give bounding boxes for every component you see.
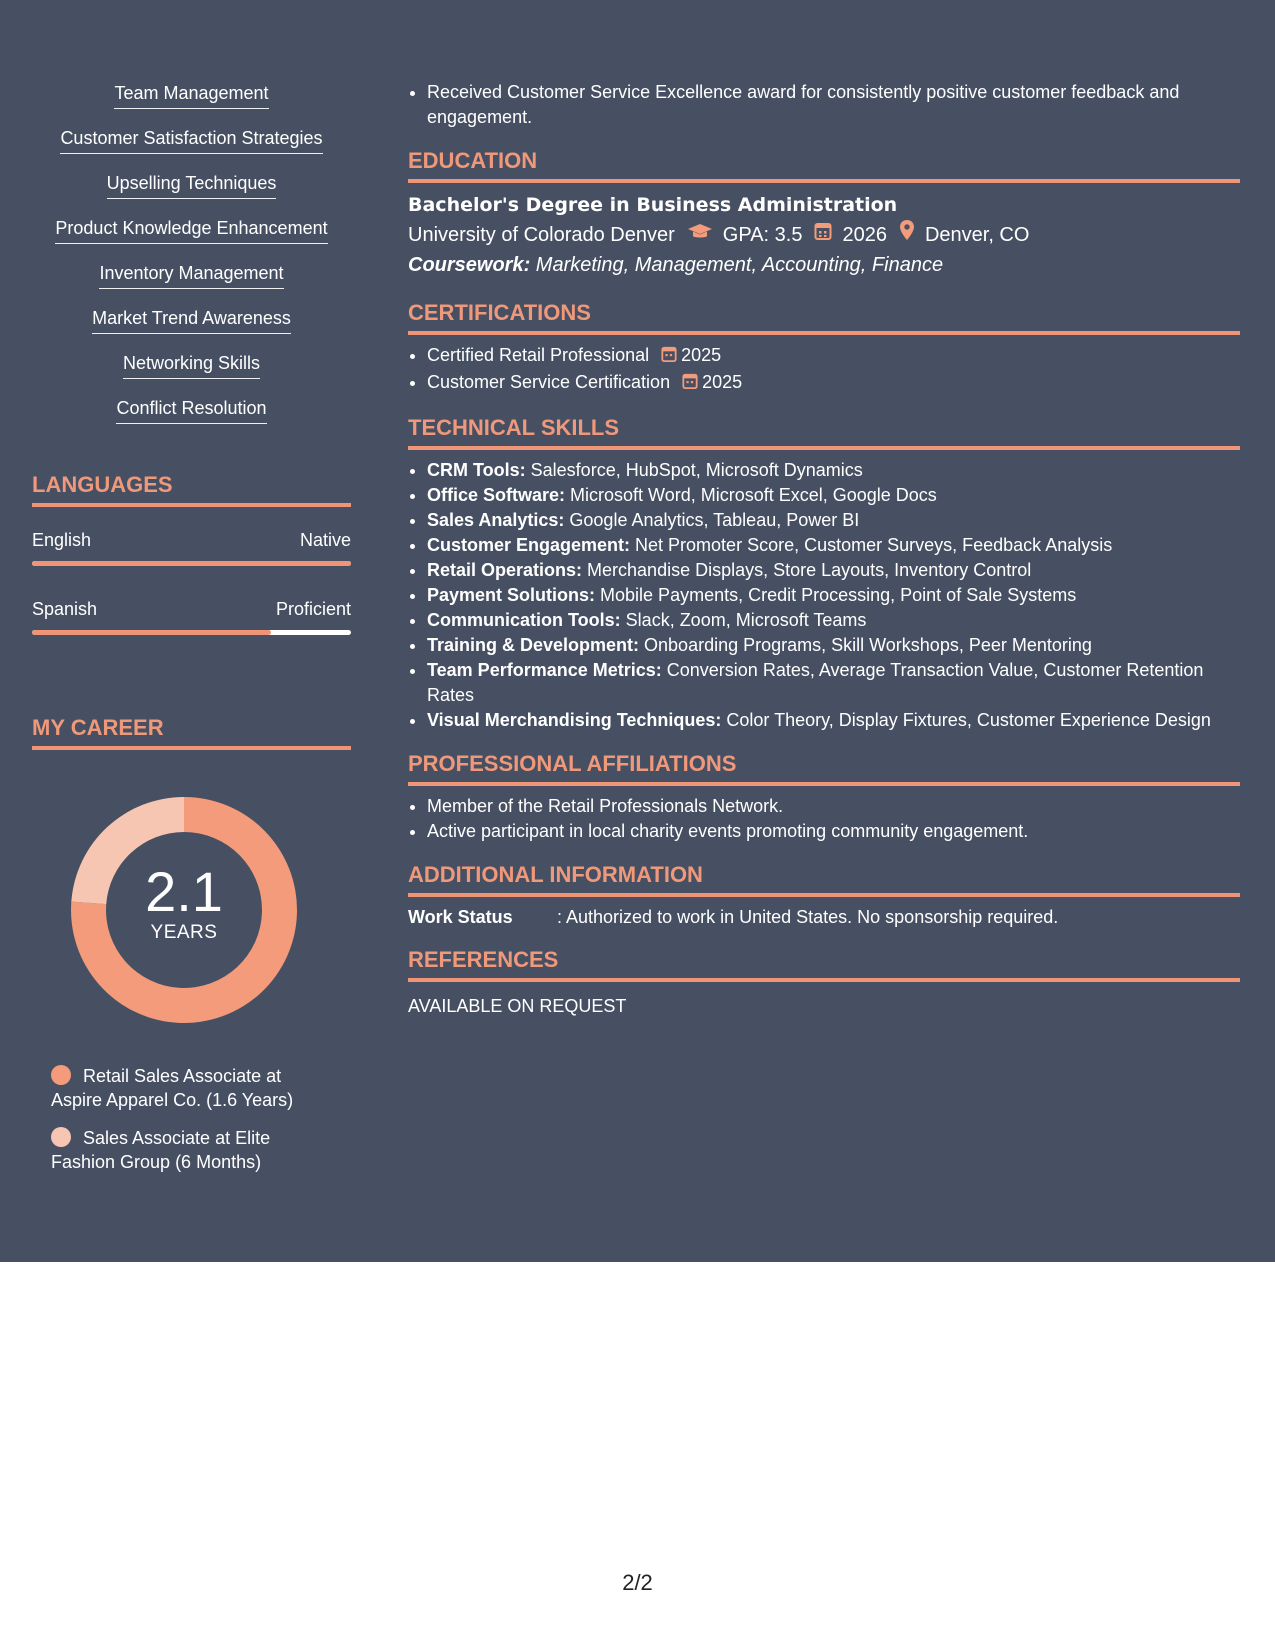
school-name: University of Colorado Denver — [408, 223, 675, 246]
page-number: 2/2 — [622, 1570, 653, 1595]
list-item — [427, 633, 1240, 658]
list-item — [427, 508, 1240, 533]
skill-values: Net Promoter Score, Customer Surveys, Feedback Analysis — [630, 535, 1113, 555]
skill-tag: Inventory Management — [99, 262, 283, 289]
certifications-section — [408, 300, 1240, 397]
additional-info-heading: ADDITIONAL INFORMATION — [408, 862, 1240, 897]
career-total: 2.1 — [145, 860, 223, 923]
list-item — [32, 262, 351, 307]
list-item — [427, 533, 1240, 558]
technical-skills-section — [408, 415, 1240, 733]
list-item — [427, 370, 1240, 397]
main-column — [408, 80, 1240, 1018]
career-unit: YEARS — [150, 922, 218, 943]
list-item: • Member of the Retail Professionals Network. — [427, 794, 1240, 819]
list-item — [32, 352, 351, 397]
legend-item — [51, 1064, 321, 1112]
list-item — [427, 458, 1240, 483]
list-item — [32, 127, 351, 172]
technical-skills-heading: TECHNICAL SKILLS — [408, 415, 1240, 450]
list-item: • Active participant in local charity events promoting community engagement. — [427, 819, 1240, 844]
skills-list — [32, 82, 351, 442]
calendar-icon — [814, 220, 832, 250]
list-item — [427, 708, 1240, 733]
language-bar — [32, 561, 351, 566]
legend-item — [51, 1126, 321, 1174]
skill-category: Customer Engagement: — [427, 535, 631, 555]
work-status-label: Work Status — [408, 907, 513, 927]
references-section — [408, 947, 1240, 1018]
affiliations-heading: PROFESSIONAL AFFILIATIONS — [408, 751, 1240, 786]
list-item — [32, 172, 351, 217]
skill-values: Color Theory, Display Fixtures, Customer Experience Design — [721, 710, 1211, 730]
skill-values: Onboarding Programs, Skill Workshops, Peer Mentoring — [639, 635, 1092, 655]
graduation-cap-icon — [687, 220, 713, 250]
list-item — [427, 608, 1240, 633]
language-name: Spanish — [32, 599, 98, 619]
skill-values: Salesforce, HubSpot, Microsoft Dynamics — [525, 460, 863, 480]
skill-tag: Market Trend Awareness — [92, 307, 291, 334]
technical-skills-list — [408, 458, 1240, 733]
list-item: • Received Customer Service Excellence award for consistently positive customer feedback and engagement. — [427, 80, 1240, 130]
calendar-icon — [661, 345, 677, 370]
skill-category: Retail Operations: — [427, 560, 583, 580]
list-item — [427, 343, 1240, 370]
skill-tag: Product Knowledge Enhancement — [55, 217, 327, 244]
coursework-label: Coursework: — [408, 254, 531, 276]
career-heading: MY CAREER — [32, 715, 351, 750]
affiliations-list — [408, 794, 1240, 844]
language-level: Proficient — [275, 599, 351, 619]
certifications-heading: CERTIFICATIONS — [408, 300, 1240, 335]
legend-dot-icon — [51, 1127, 71, 1147]
work-status-value: : Authorized to work in United States. No sponsorship required. — [557, 907, 1059, 927]
list-item — [427, 583, 1240, 608]
list-item — [32, 82, 351, 127]
list-item — [32, 217, 351, 262]
skill-values: Conversion Rates, Average Transaction Value, Customer Retention Rates — [427, 660, 1204, 705]
skill-values: Slack, Zoom, Microsoft Teams — [620, 610, 867, 630]
career-donut — [64, 790, 304, 1030]
skill-tag: Customer Satisfaction Strategies — [60, 127, 322, 154]
skill-tag: Networking Skills — [123, 352, 260, 379]
skill-values: Google Analytics, Tableau, Power BI — [564, 510, 860, 530]
list-item — [427, 483, 1240, 508]
certification-year: 2025 — [681, 345, 722, 365]
skill-category: Team Performance Metrics: — [427, 660, 662, 680]
list-item — [427, 558, 1240, 583]
legend-dot-icon — [51, 1065, 71, 1085]
career-legend — [51, 1064, 321, 1174]
education-section — [408, 148, 1240, 280]
skill-category: Training & Development: — [427, 635, 640, 655]
certification-name: Certified Retail Professional — [427, 345, 650, 365]
gpa: GPA: 3.5 — [722, 223, 803, 246]
list-item — [427, 658, 1240, 708]
experience-bullets — [408, 80, 1240, 130]
references-heading: REFERENCES — [408, 947, 1240, 982]
additional-info-section — [408, 862, 1240, 929]
language-bar — [32, 630, 351, 635]
language-level: Native — [299, 530, 351, 550]
certification-name: Customer Service Certification — [427, 372, 671, 392]
education-heading: EDUCATION — [408, 148, 1240, 183]
skill-category: Sales Analytics: — [427, 510, 565, 530]
calendar-icon — [682, 372, 698, 397]
skill-category: Communication Tools: — [427, 610, 621, 630]
skill-tag: Team Management — [114, 82, 268, 109]
skill-values: Merchandise Displays, Store Layouts, Inventory Control — [582, 560, 1032, 580]
sidebar — [32, 82, 351, 1188]
location-pin-icon — [899, 219, 915, 250]
language-english — [32, 529, 351, 566]
certification-year: 2025 — [702, 372, 743, 392]
work-status — [408, 905, 1240, 929]
list-item — [32, 397, 351, 442]
language-name: English — [32, 530, 92, 550]
affiliations-section — [408, 751, 1240, 844]
language-bar-fill — [32, 561, 351, 566]
skill-category: Visual Merchandising Techniques: — [427, 710, 722, 730]
certifications-list — [408, 343, 1240, 397]
skill-tag: Conflict Resolution — [116, 397, 266, 424]
languages-heading: LANGUAGES — [32, 472, 351, 507]
degree-title: Bachelor's Degree in Business Administration — [408, 194, 898, 216]
skill-category: Office Software: — [427, 485, 566, 505]
school-location: Denver, CO — [924, 223, 1030, 246]
legend-label: Sales Associate at Elite Fashion Group (6 Months) — [51, 1128, 271, 1172]
language-bar-fill — [32, 630, 271, 635]
legend-label: Retail Sales Associate at Aspire Apparel Co. (1.6 Years) — [51, 1066, 294, 1110]
skill-category: Payment Solutions: — [427, 585, 596, 605]
skill-values: Mobile Payments, Credit Processing, Point of Sale Systems — [595, 585, 1077, 605]
coursework-list: Marketing, Management, Accounting, Finance — [530, 254, 944, 276]
list-item — [32, 307, 351, 352]
language-spanish — [32, 598, 351, 635]
skill-tag: Upselling Techniques — [107, 172, 277, 199]
coursework — [408, 250, 1240, 280]
references-text: AVAILABLE ON REQUEST — [408, 996, 627, 1016]
skill-category: CRM Tools: — [427, 460, 526, 480]
education-details — [408, 219, 1240, 250]
skill-values: Microsoft Word, Microsoft Excel, Google Docs — [565, 485, 937, 505]
graduation-year: 2026 — [842, 223, 887, 246]
